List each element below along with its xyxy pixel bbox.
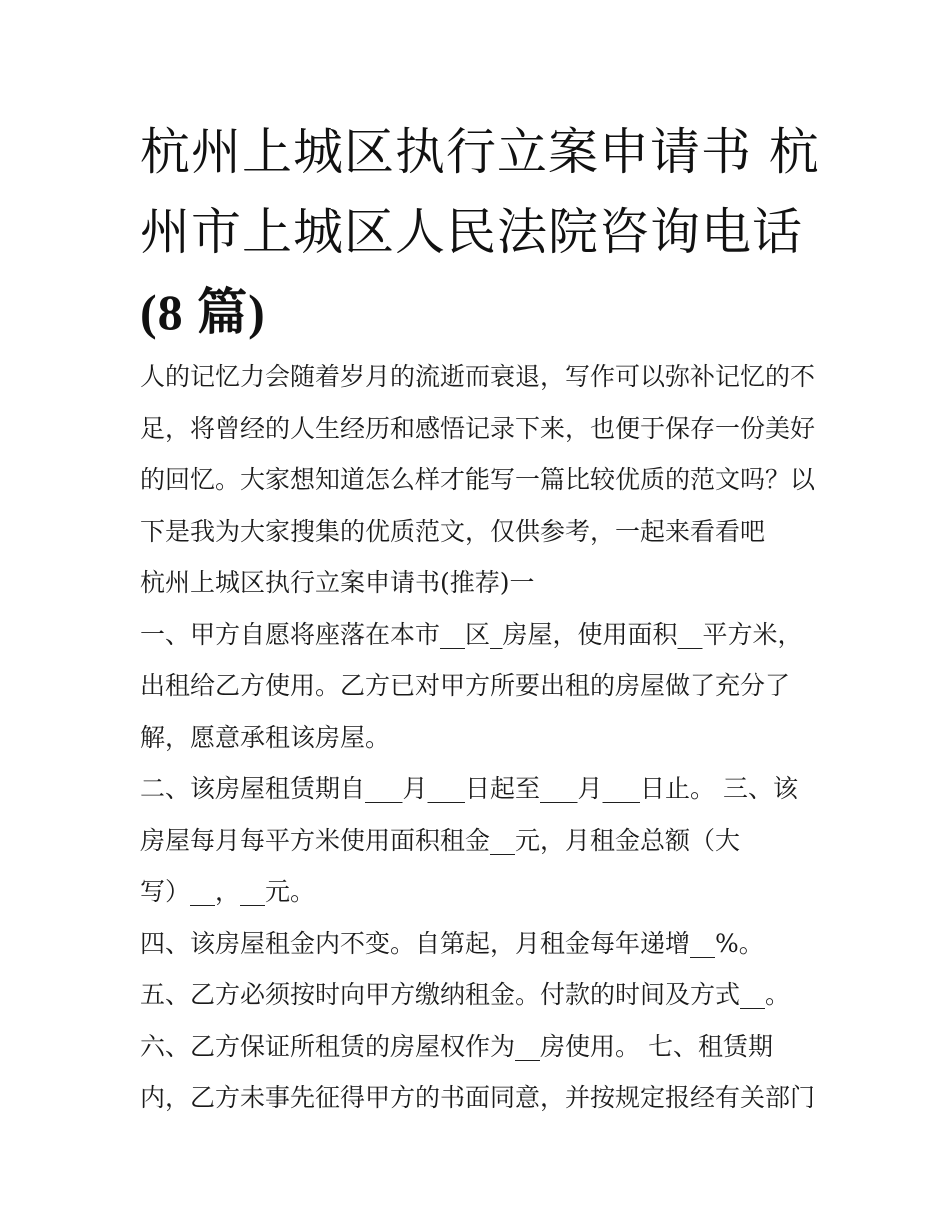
intro-line: 的回忆。大家想知道怎么样才能写一篇比较优质的范文吗？以 (140, 465, 816, 494)
section-heading: 杭州上城区执行立案申请书(推荐)一 (140, 568, 535, 597)
title-line: (8 篇) (140, 284, 266, 340)
document-title (140, 112, 820, 352)
intro-line: 下是我为大家搜集的优质范文，仅供参考，一起来看看吧 (140, 516, 766, 546)
clause-line: 出租给乙方使用。乙方已对甲方所要出租的房屋做了充分了 (140, 671, 791, 700)
clause-line: 五、乙方必须按时向甲方缴纳租金。付款的时间及方式__。 (140, 980, 791, 1009)
intro-line: 人的记忆力会随着岁月的流逝而衰退，写作可以弥补记忆的不 (140, 362, 816, 391)
clause-line: 二、该房屋租赁期自___月___日起至___月___日止。 三、该 (140, 774, 798, 803)
clause-line: 六、乙方保证所租赁的房屋权作为__房使用。 七、租赁期 (140, 1031, 773, 1061)
intro-line: 足，将曾经的人生经历和感悟记录下来，也便于保存一份美好 (140, 413, 816, 443)
title-line: 州市上城区人民法院咨询电话 (140, 203, 803, 261)
clause-line: 解，愿意承租该房屋。 (140, 722, 391, 752)
clause-line: 一、甲方自愿将座落在本市__区_房屋，使用面积__平方米， (140, 619, 803, 649)
clause-line: 内，乙方未事先征得甲方的书面同意，并按规定报经有关部门 (140, 1083, 816, 1112)
clause-line: 写）__，__元。 (140, 877, 316, 906)
title-line: 杭州上城区执行立案申请书 杭 (140, 123, 820, 181)
clause-line: 四、该房屋租金内不变。自第起，月租金每年递增__%。 (140, 928, 764, 958)
clause-line: 房屋每月每平方米使用面积租金__元，月租金总额（大 (140, 825, 741, 855)
document-body (140, 351, 830, 1124)
